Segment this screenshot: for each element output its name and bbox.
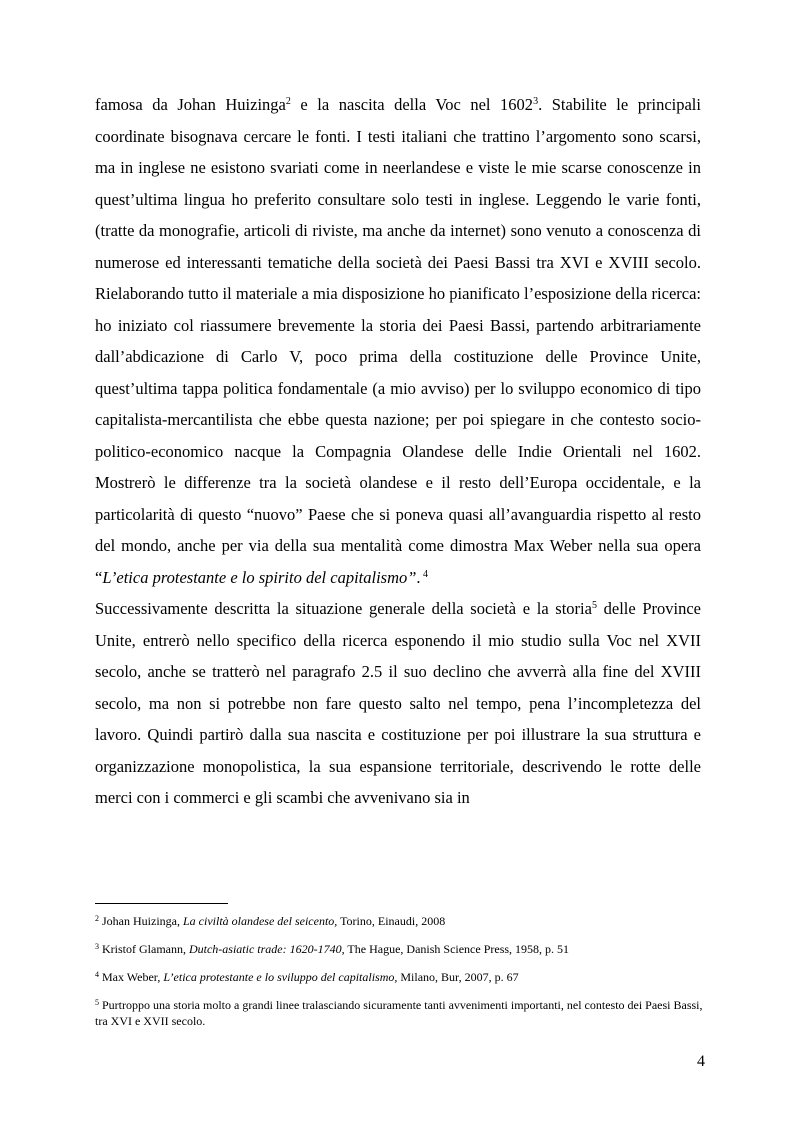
text-run: . bbox=[416, 567, 421, 587]
text-run: delle Province Unite, entrerò nello specifico della ricerca esponendo il mio studio sulla Voc nel XVII secolo, anche se tratterò nel paragrafo 2.5 il suo declino che avverrà alla fine del XVIII secolo, ma non si potrebbe non fare questo salto nel tempo, pena l’incompletezza del lavoro. Quindi partirò dalla sua nascita e costituzione per poi illustrare la sua struttura e organizzazione monopolistica, la sua espansione territoriale, descrivendo le rotte delle merci con i commerci e gli scambi che avvenivano sia in bbox=[95, 599, 702, 807]
text-run: Successivamente descritta la situazione generale della società e la storia bbox=[95, 599, 592, 618]
book-title-italic: L’etica protestante e lo spirito del capitalismo” bbox=[102, 567, 417, 587]
footnote-number: 5 bbox=[95, 998, 99, 1007]
footnote-text: Torino, Einaudi, 2008 bbox=[337, 914, 446, 928]
footnote-3 bbox=[95, 941, 705, 957]
footnote-separator bbox=[95, 903, 228, 904]
footnote-number: 4 bbox=[95, 970, 99, 979]
footnote-ref-2[interactable]: 2 bbox=[285, 96, 291, 107]
footnotes bbox=[95, 913, 705, 1041]
footnote-number: 3 bbox=[95, 942, 99, 951]
footnote-title: L’etica protestante e lo sviluppo del capitalismo, bbox=[163, 970, 398, 984]
page-number: 4 bbox=[697, 1053, 705, 1070]
footnote-title: La civiltà olandese del seicento, bbox=[182, 914, 338, 928]
footnote-text: The Hague, Danish Science Press, 1958, p. 51 bbox=[344, 942, 570, 956]
footnote-number: 2 bbox=[95, 914, 99, 923]
footnote-ref-3[interactable]: 3 bbox=[533, 96, 539, 107]
footnote-text: Purtroppo una storia molto a grandi linee tralasciando sicuramente tanti avvenimenti importanti, nel contesto dei Paesi Bassi, tra XVI e XVII secolo. bbox=[95, 998, 703, 1028]
text-run: famosa da Johan Huizinga bbox=[95, 95, 286, 114]
footnote-ref-4[interactable]: 4 bbox=[420, 568, 429, 580]
main-text bbox=[95, 89, 701, 814]
footnote-5 bbox=[95, 997, 705, 1029]
footnote-text: Johan Huizinga, bbox=[99, 914, 183, 928]
footnote-title: Dutch-asiatic trade: 1620-1740, bbox=[188, 942, 345, 956]
footnote-ref-5[interactable]: 5 bbox=[591, 600, 597, 611]
paragraph-2 bbox=[95, 593, 701, 814]
footnote-text: Milano, Bur, 2007, p. 67 bbox=[397, 970, 519, 984]
text-run: e la nascita della Voc nel 1602 bbox=[290, 95, 534, 114]
footnote-2 bbox=[95, 913, 705, 929]
footnote-4 bbox=[95, 969, 705, 985]
text-run: . Stabilite le principali coordinate bisognava cercare le fonti. I testi italiani che trattino l’argomento sono scarsi, ma in inglese ne esistono svariati come in neerlandese e viste le mie scarse conoscenze in quest’ultima lingua ho preferito consultare solo testi in inglese. Leggendo le varie fonti, (tratte da monografie, articoli di riviste, ma anche da internet) sono venuto a conoscenza di numerose ed interessanti tematiche della società dei Paesi Bassi tra XVI e XVIII secolo. Rielaborando tutto il materiale a mia disposizione ho pianificato l’esposizione della ricerca: ho iniziato col riassumere brevemente la storia dei Paesi Bassi, partendo arbitrariamente dall’abdicazione di Carlo V, poco prima della costituzione delle Province Unite, quest’ultima tappa politica fondamentale (a mio avviso) per lo sviluppo economico di tipo capitalista-mercantilista che ebbe questa nazione; per poi spiegare in che contesto socio-politico-economico nacque la Compagnia Olandese delle Indie Orientali nel 1602. Mostrerò le differenze tra la società olandese e il resto dell’Europa occidentale, e la particolarità di questo “nuovo” Paese che si poneva quasi all’avanguardia rispetto al resto del mondo, anche per via della sua mentalità come dimostra Max Weber nella sua opera “ bbox=[95, 95, 701, 587]
footnote-text: Kristof Glamann, bbox=[99, 942, 189, 956]
paragraph-1 bbox=[95, 89, 701, 593]
footnote-text: Max Weber, bbox=[99, 970, 164, 984]
